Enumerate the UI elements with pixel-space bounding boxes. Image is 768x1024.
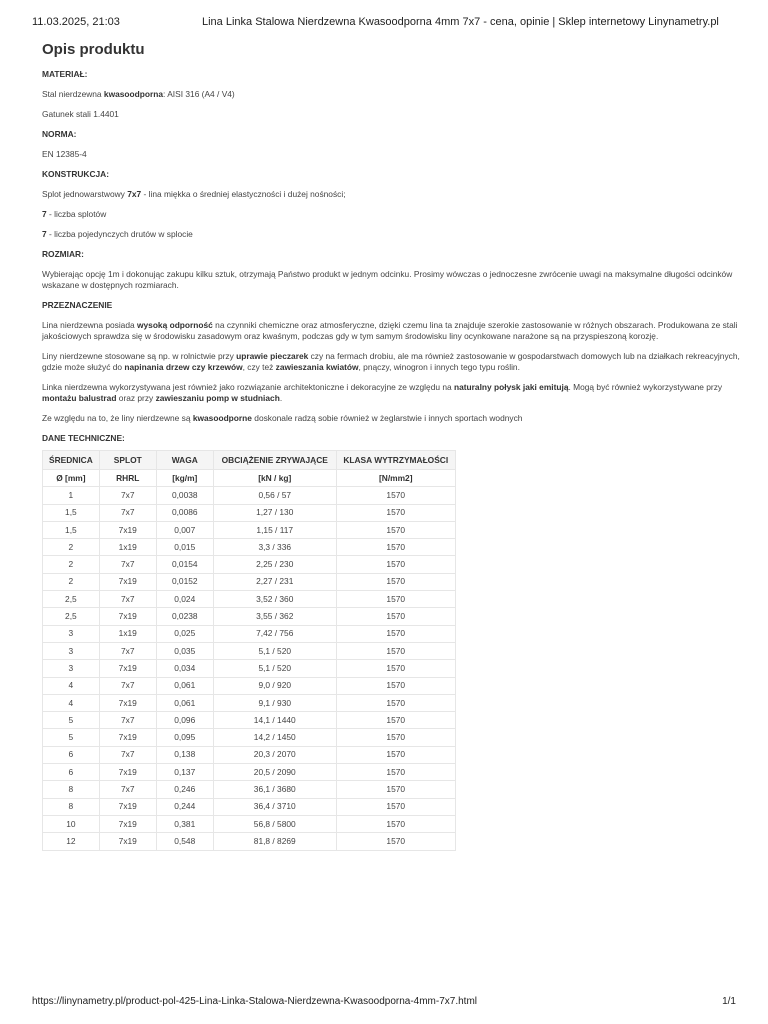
cell-diameter: 4 xyxy=(43,694,100,711)
cell-weight: 0,381 xyxy=(156,815,213,832)
table-row xyxy=(43,504,456,521)
unit-strength-class: [N/mm2] xyxy=(336,470,455,487)
cell-strand: 7x7 xyxy=(99,712,156,729)
cell-strand: 1x19 xyxy=(99,539,156,556)
cell-strength-class: 1570 xyxy=(336,573,455,590)
cell-strength-class: 1570 xyxy=(336,764,455,781)
table-row xyxy=(43,729,456,746)
cell-diameter: 2,5 xyxy=(43,608,100,625)
cell-strength-class: 1570 xyxy=(336,694,455,711)
norm-text: EN 12385-4 xyxy=(42,149,87,159)
cell-strand: 7x19 xyxy=(99,798,156,815)
cell-weight: 0,034 xyxy=(156,660,213,677)
print-page-title: Lina Linka Stalowa Nierdzewna Kwasoodporna 4mm 7x7 - cena, opinie | Sklep internetowy Linynametry.pl xyxy=(202,16,719,28)
table-row xyxy=(43,625,456,642)
material-text: Stal nierdzewna kwasoodporna: AISI 316 (A4 / V4) xyxy=(42,89,235,99)
material-label: MATERIAŁ: xyxy=(42,69,88,79)
cell-weight: 0,0152 xyxy=(156,573,213,590)
cell-diameter: 1 xyxy=(43,487,100,504)
table-row xyxy=(43,712,456,729)
cell-strand: 7x19 xyxy=(99,729,156,746)
size-label: ROZMIAR: xyxy=(42,249,84,259)
cell-diameter: 2 xyxy=(43,573,100,590)
table-row xyxy=(43,591,456,608)
cell-strength-class: 1570 xyxy=(336,677,455,694)
cell-strand: 7x19 xyxy=(99,833,156,850)
cell-weight: 0,096 xyxy=(156,712,213,729)
grade-text: Gatunek stali 1.4401 xyxy=(42,109,119,119)
cell-diameter: 5 xyxy=(43,712,100,729)
cell-weight: 0,035 xyxy=(156,642,213,659)
cell-diameter: 3 xyxy=(43,642,100,659)
cell-strand: 7x19 xyxy=(99,608,156,625)
cell-strand: 7x7 xyxy=(99,781,156,798)
cell-strength-class: 1570 xyxy=(336,591,455,608)
cell-strength-class: 1570 xyxy=(336,642,455,659)
cell-diameter: 8 xyxy=(43,781,100,798)
cell-strength-class: 1570 xyxy=(336,608,455,625)
print-page-number: 1/1 xyxy=(722,996,736,1007)
cell-breaking-load: 3,3 / 336 xyxy=(213,539,336,556)
cell-weight: 0,025 xyxy=(156,625,213,642)
cell-breaking-load: 9,0 / 920 xyxy=(213,677,336,694)
table-row xyxy=(43,764,456,781)
size-text: Wybierając opcję 1m i dokonując zakupu kilku sztuk, otrzymają Państwo produkt w jednym odcinku. Prosimy wówczas o jednoczesne zwrócenie uwagi na maksymalne długości odcinków wskazane w dostępnych rozmiarach. xyxy=(42,269,733,290)
cell-diameter: 3 xyxy=(43,660,100,677)
purpose-paragraph-3: Linka nierdzewna wykorzystywana jest również jako rozwiązanie architektoniczne i dekoracyjne ze względu na naturalny połysk jaki emitują. Mogą być również wykorzystywane przy montażu balustrad oraz przy zawieszaniu pomp w studniach. xyxy=(42,382,723,403)
cell-strength-class: 1570 xyxy=(336,556,455,573)
print-url: https://linynametry.pl/product-pol-425-Lina-Linka-Stalowa-Nierdzewna-Kwasoodporna-4mm-7x7.html xyxy=(32,996,478,1007)
cell-strand: 7x19 xyxy=(99,521,156,538)
table-body xyxy=(43,487,456,850)
unit-diameter: Ø [mm] xyxy=(43,470,100,487)
unit-strand: RHRL xyxy=(99,470,156,487)
table-row xyxy=(43,487,456,504)
table-row xyxy=(43,642,456,659)
cell-strength-class: 1570 xyxy=(336,487,455,504)
table-row xyxy=(43,694,456,711)
cell-weight: 0,0086 xyxy=(156,504,213,521)
cell-weight: 0,0238 xyxy=(156,608,213,625)
norm-label: NORMA: xyxy=(42,129,77,139)
cell-strand: 1x19 xyxy=(99,625,156,642)
cell-breaking-load: 3,55 / 362 xyxy=(213,608,336,625)
cell-strength-class: 1570 xyxy=(336,504,455,521)
table-row xyxy=(43,798,456,815)
cell-weight: 0,0154 xyxy=(156,556,213,573)
cell-weight: 0,246 xyxy=(156,781,213,798)
table-row xyxy=(43,556,456,573)
purpose-paragraph-1: Lina nierdzewna posiada wysoką odporność na czynniki chemiczne oraz atmosferyczne, dzięki czemu lina ta znajduje szerokie zastosowanie w różnych obszarach. Produkowana ze stali jakościowych sprawdza się w środowisku zasadowym oraz kwaśnym, podczas gdy w tym samym środowisku liny ocynkowane narażone są na przyspieszoną korozję. xyxy=(42,320,738,341)
cell-breaking-load: 14,2 / 1450 xyxy=(213,729,336,746)
cell-strength-class: 1570 xyxy=(336,746,455,763)
construction-text: Splot jednowarstwowy 7x7 - lina miękka o średniej elastyczności i dużej nośności; xyxy=(42,189,346,199)
cell-breaking-load: 20,5 / 2090 xyxy=(213,764,336,781)
cell-strand: 7x19 xyxy=(99,815,156,832)
print-datetime: 11.03.2025, 21:03 xyxy=(32,16,120,28)
wires-text: 7 - liczba pojedynczych drutów w splocie xyxy=(42,229,193,239)
cell-weight: 0,138 xyxy=(156,746,213,763)
cell-strength-class: 1570 xyxy=(336,781,455,798)
cell-diameter: 10 xyxy=(43,815,100,832)
cell-strand: 7x7 xyxy=(99,642,156,659)
cell-strand: 7x7 xyxy=(99,591,156,608)
cell-breaking-load: 56,8 / 5800 xyxy=(213,815,336,832)
cell-strength-class: 1570 xyxy=(336,625,455,642)
cell-strand: 7x7 xyxy=(99,677,156,694)
cell-breaking-load: 1,15 / 117 xyxy=(213,521,336,538)
cell-strand: 7x7 xyxy=(99,504,156,521)
table-row xyxy=(43,677,456,694)
cell-diameter: 12 xyxy=(43,833,100,850)
cell-breaking-load: 5,1 / 520 xyxy=(213,660,336,677)
cell-weight: 0,548 xyxy=(156,833,213,850)
tech-data-label: DANE TECHNICZNE: xyxy=(42,433,125,443)
product-description xyxy=(42,40,742,851)
cell-breaking-load: 7,42 / 756 xyxy=(213,625,336,642)
cell-breaking-load: 3,52 / 360 xyxy=(213,591,336,608)
cell-diameter: 6 xyxy=(43,746,100,763)
strands-text: 7 - liczba splotów xyxy=(42,209,107,219)
cell-diameter: 2 xyxy=(43,556,100,573)
unit-weight: [kg/m] xyxy=(156,470,213,487)
cell-diameter: 3 xyxy=(43,625,100,642)
col-header-weight: WAGA xyxy=(156,451,213,470)
cell-breaking-load: 2,25 / 230 xyxy=(213,556,336,573)
table-row xyxy=(43,833,456,850)
col-header-diameter: ŚREDNICA xyxy=(43,451,100,470)
cell-breaking-load: 0,56 / 57 xyxy=(213,487,336,504)
table-row xyxy=(43,781,456,798)
cell-strength-class: 1570 xyxy=(336,815,455,832)
cell-weight: 0,061 xyxy=(156,677,213,694)
cell-strength-class: 1570 xyxy=(336,539,455,556)
table-units-row xyxy=(43,470,456,487)
cell-strength-class: 1570 xyxy=(336,712,455,729)
cell-strand: 7x19 xyxy=(99,764,156,781)
cell-breaking-load: 9,1 / 930 xyxy=(213,694,336,711)
cell-breaking-load: 81,8 / 8269 xyxy=(213,833,336,850)
cell-weight: 0,061 xyxy=(156,694,213,711)
cell-diameter: 1,5 xyxy=(43,521,100,538)
cell-strand: 7x19 xyxy=(99,694,156,711)
cell-strand: 7x7 xyxy=(99,746,156,763)
purpose-paragraph-4: Ze względu na to, że liny nierdzewne są kwasoodporne doskonale radzą sobie również w żeglarstwie i innych sportach wodnych xyxy=(42,413,523,423)
cell-strand: 7x19 xyxy=(99,573,156,590)
cell-breaking-load: 1,27 / 130 xyxy=(213,504,336,521)
table-row xyxy=(43,660,456,677)
cell-breaking-load: 36,1 / 3680 xyxy=(213,781,336,798)
cell-diameter: 6 xyxy=(43,764,100,781)
cell-strand: 7x19 xyxy=(99,660,156,677)
construction-label: KONSTRUKCJA: xyxy=(42,169,109,179)
cell-strength-class: 1570 xyxy=(336,660,455,677)
tech-data-table xyxy=(42,450,456,851)
table-row xyxy=(43,608,456,625)
cell-breaking-load: 36,4 / 3710 xyxy=(213,798,336,815)
cell-diameter: 2 xyxy=(43,539,100,556)
cell-weight: 0,095 xyxy=(156,729,213,746)
cell-strength-class: 1570 xyxy=(336,833,455,850)
purpose-label: PRZEZNACZENIE xyxy=(42,300,113,310)
col-header-breaking-load: OBCIĄŻENIE ZRYWAJĄCE xyxy=(213,451,336,470)
cell-breaking-load: 2,27 / 231 xyxy=(213,573,336,590)
table-row xyxy=(43,746,456,763)
table-row xyxy=(43,521,456,538)
cell-breaking-load: 20,3 / 2070 xyxy=(213,746,336,763)
table-row xyxy=(43,573,456,590)
cell-strength-class: 1570 xyxy=(336,798,455,815)
cell-weight: 0,0038 xyxy=(156,487,213,504)
purpose-paragraph-2: Liny nierdzewne stosowane są np. w rolnictwie przy uprawie pieczarek czy na fermach drobiu, ale ma również zastosowanie w gospodarstwach domowych lub na działkach rekreacyjnych, gdzie może służyć do napinania drzew czy krzewów, czy też zawieszania kwiatów, pnączy, winogron i innych tego typu roślin. xyxy=(42,351,740,372)
cell-diameter: 1,5 xyxy=(43,504,100,521)
unit-breaking-load: [kN / kg] xyxy=(213,470,336,487)
cell-weight: 0,244 xyxy=(156,798,213,815)
cell-breaking-load: 14,1 / 1440 xyxy=(213,712,336,729)
section-heading: Opis produktu xyxy=(42,41,145,58)
cell-strand: 7x7 xyxy=(99,556,156,573)
cell-breaking-load: 5,1 / 520 xyxy=(213,642,336,659)
cell-weight: 0,007 xyxy=(156,521,213,538)
table-row xyxy=(43,539,456,556)
cell-diameter: 4 xyxy=(43,677,100,694)
cell-strength-class: 1570 xyxy=(336,521,455,538)
table-header-row xyxy=(43,451,456,470)
cell-weight: 0,024 xyxy=(156,591,213,608)
cell-strand: 7x7 xyxy=(99,487,156,504)
cell-strength-class: 1570 xyxy=(336,729,455,746)
cell-diameter: 2,5 xyxy=(43,591,100,608)
cell-weight: 0,137 xyxy=(156,764,213,781)
cell-diameter: 5 xyxy=(43,729,100,746)
col-header-strand: SPLOT xyxy=(99,451,156,470)
cell-diameter: 8 xyxy=(43,798,100,815)
col-header-strength-class: KLASA WYTRZYMAŁOŚCI xyxy=(336,451,455,470)
table-row xyxy=(43,815,456,832)
cell-weight: 0,015 xyxy=(156,539,213,556)
